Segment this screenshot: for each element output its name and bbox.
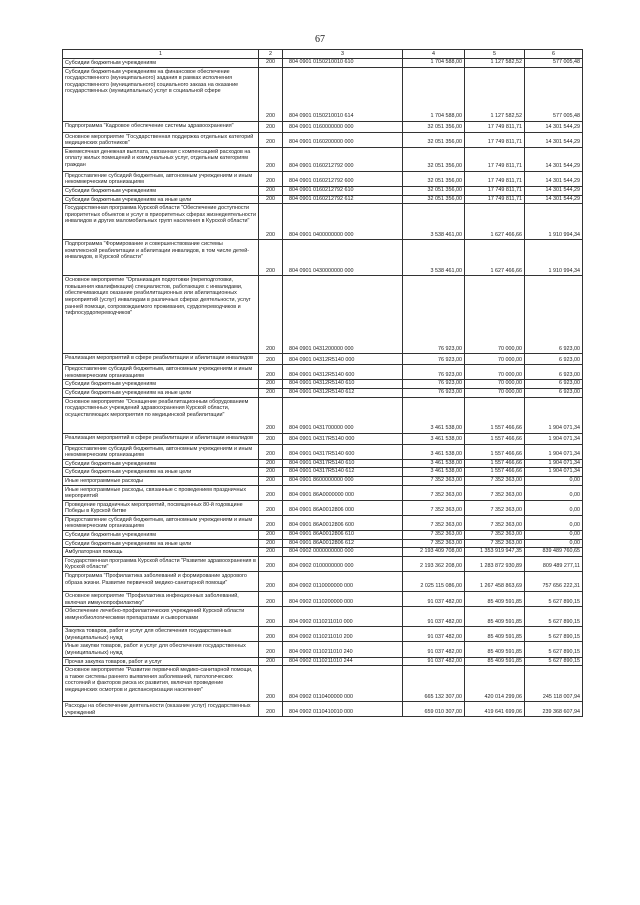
row-value-approved: 3 461 538,00 — [403, 459, 465, 468]
table-row — [63, 592, 583, 607]
row-value-executed: 17 749 811,71 — [465, 121, 525, 132]
table-row — [63, 121, 583, 132]
row-name: Расходы на обеспечение деятельности (оказание услуг) государственных учреждений — [63, 702, 259, 717]
row-value-remaining: 577 005,48 — [525, 59, 583, 68]
row-classification-code: 804 0902 0110211010 240 — [283, 642, 403, 657]
row-classification-code: 804 0901 0431700000 000 — [283, 397, 403, 433]
row-name: Основное мероприятие "Государственная поддержка отдельных категорий медицинских работников" — [63, 132, 259, 147]
row-classification-code: 804 0901 04312R5140 610 — [283, 380, 403, 389]
row-value-remaining: 839 489 760,65 — [525, 548, 583, 557]
row-value-executed: 85 409 591,85 — [465, 627, 525, 642]
row-name: Реализация мероприятий в сфере реабилитации и абилитации инвалидов — [63, 354, 259, 365]
row-value-remaining: 0,00 — [525, 476, 583, 485]
row-value-remaining: 6 923,00 — [525, 388, 583, 397]
row-value-approved: 76 923,00 — [403, 354, 465, 365]
row-value-approved: 2 025 115 086,00 — [403, 572, 465, 592]
row-value-remaining: 809 489 277,11 — [525, 556, 583, 571]
row-value-remaining: 1 904 071,34 — [525, 468, 583, 477]
row-classification-code: 804 0902 0110410010 000 — [283, 702, 403, 717]
table-row — [63, 132, 583, 147]
row-value-executed: 7 352 363,00 — [465, 485, 525, 500]
table-header-row — [63, 50, 583, 59]
row-name: Субсидии бюджетным учреждениям на финансовое обеспечение государственного (муниципального) задания в рамках исполнения государственного (муниципального) социального заказа на оказание государственных (муниципальных) услуг в социальной сфере — [63, 67, 259, 121]
row-ved-code: 200 — [259, 531, 283, 540]
row-value-remaining: 6 923,00 — [525, 380, 583, 389]
row-value-remaining: 14 301 544,29 — [525, 132, 583, 147]
row-value-approved: 7 352 363,00 — [403, 515, 465, 530]
row-ved-code: 200 — [259, 397, 283, 433]
table-row — [63, 67, 583, 121]
row-value-approved: 3 461 538,00 — [403, 433, 465, 444]
row-name: Закупка товаров, работ и услуг для обеспечения государственных (муниципальных) нужд — [63, 627, 259, 642]
row-value-approved: 32 051 356,00 — [403, 132, 465, 147]
table-row — [63, 186, 583, 195]
row-ved-code: 200 — [259, 276, 283, 354]
row-ved-code: 200 — [259, 132, 283, 147]
table-row — [63, 657, 583, 666]
row-classification-code: 804 0902 0000000000 000 — [283, 548, 403, 557]
row-classification-code: 804 0902 0110200000 000 — [283, 592, 403, 607]
row-value-remaining: 5 627 890,15 — [525, 627, 583, 642]
table-row — [63, 666, 583, 702]
row-ved-code: 200 — [259, 572, 283, 592]
row-value-approved: 76 923,00 — [403, 388, 465, 397]
row-value-approved: 1 704 588,00 — [403, 67, 465, 121]
row-classification-code: 804 0901 04312R5140 600 — [283, 365, 403, 380]
row-classification-code: 804 0901 86A0012806 612 — [283, 539, 403, 548]
row-value-approved: 7 352 363,00 — [403, 539, 465, 548]
row-name: Прочая закупка товаров, работ и услуг — [63, 657, 259, 666]
row-classification-code: 804 0901 0160200000 000 — [283, 132, 403, 147]
row-value-remaining: 6 923,00 — [525, 354, 583, 365]
row-value-executed: 70 000,00 — [465, 354, 525, 365]
row-ved-code: 200 — [259, 171, 283, 186]
row-value-remaining: 5 627 890,15 — [525, 607, 583, 627]
row-value-approved: 659 010 307,00 — [403, 702, 465, 717]
row-value-executed: 70 000,00 — [465, 380, 525, 389]
row-name: Субсидии бюджетным учреждениям — [63, 380, 259, 389]
row-ved-code: 200 — [259, 195, 283, 204]
table-row — [63, 204, 583, 240]
row-value-approved: 2 193 362 208,00 — [403, 556, 465, 571]
row-classification-code: 804 0901 0160212792 600 — [283, 171, 403, 186]
row-value-approved: 665 132 307,00 — [403, 666, 465, 702]
row-ved-code: 200 — [259, 500, 283, 515]
row-classification-code: 804 0901 04312R5140 612 — [283, 388, 403, 397]
table-row — [63, 468, 583, 477]
row-value-executed: 85 409 591,85 — [465, 657, 525, 666]
row-name: Субсидии бюджетным учреждениям — [63, 459, 259, 468]
row-classification-code: 804 0901 0150210010 614 — [283, 67, 403, 121]
row-ved-code: 200 — [259, 388, 283, 397]
table-row — [63, 171, 583, 186]
row-value-approved: 91 037 482,00 — [403, 592, 465, 607]
row-ved-code: 200 — [259, 515, 283, 530]
row-value-approved: 91 037 482,00 — [403, 657, 465, 666]
row-value-executed: 85 409 591,85 — [465, 642, 525, 657]
table-row — [63, 433, 583, 444]
row-value-executed: 85 409 591,85 — [465, 607, 525, 627]
row-ved-code: 200 — [259, 365, 283, 380]
row-classification-code: 804 0901 0160000000 000 — [283, 121, 403, 132]
row-value-executed: 70 000,00 — [465, 276, 525, 354]
header-cell-5: 5 — [465, 50, 525, 59]
row-ved-code: 200 — [259, 433, 283, 444]
row-name: Проведение праздничных мероприятий, посвященных 80-й годовщине Победы в Курской битве — [63, 500, 259, 515]
row-value-approved: 2 193 409 708,00 — [403, 548, 465, 557]
table-row — [63, 607, 583, 627]
row-value-approved: 3 461 538,00 — [403, 444, 465, 459]
row-value-remaining: 6 923,00 — [525, 276, 583, 354]
row-value-executed: 1 127 582,52 — [465, 67, 525, 121]
table-row — [63, 380, 583, 389]
row-value-approved: 3 538 461,00 — [403, 240, 465, 276]
row-value-executed: 1 267 458 863,69 — [465, 572, 525, 592]
row-value-approved: 91 037 482,00 — [403, 627, 465, 642]
header-cell-2: 2 — [259, 50, 283, 59]
row-ved-code: 200 — [259, 556, 283, 571]
row-classification-code: 804 0901 0150210010 610 — [283, 59, 403, 68]
row-ved-code: 200 — [259, 204, 283, 240]
table-row — [63, 240, 583, 276]
row-value-remaining: 0,00 — [525, 531, 583, 540]
row-classification-code: 804 0901 86A0012806 000 — [283, 500, 403, 515]
row-ved-code: 200 — [259, 240, 283, 276]
table-row — [63, 548, 583, 557]
row-value-approved: 7 352 363,00 — [403, 485, 465, 500]
row-value-remaining: 577 005,48 — [525, 67, 583, 121]
row-ved-code: 200 — [259, 121, 283, 132]
row-name: Подпрограмма "Профилактика заболеваний и формирование здорового образа жизни. Развитие первичной медико-санитарной помощи" — [63, 572, 259, 592]
row-name: Основное мероприятие "Организация подготовки (переподготовки, повышения квалификации) специалистов, работающих с инвалидами, обеспечивающих оказание реабилитационных или абилитационных мероприятий (услуг) инвалидам в различных сферах деятельности, услуг ранней помощи, сопровождаемого проживания, сурдопереводчиков и тифлосурдопереводчиков" — [63, 276, 259, 354]
row-value-remaining: 1 904 071,34 — [525, 433, 583, 444]
row-name: Субсидии бюджетным учреждениям на иные цели — [63, 468, 259, 477]
row-value-remaining: 14 301 544,29 — [525, 171, 583, 186]
row-classification-code: 804 0901 0160212792 610 — [283, 186, 403, 195]
table-row — [63, 476, 583, 485]
row-value-executed: 7 352 363,00 — [465, 531, 525, 540]
table-row — [63, 556, 583, 571]
row-name: Обеспечение лечебно-профилактических учреждений Курской области иммунобиологическими препаратами и сыворотками — [63, 607, 259, 627]
header-cell-4: 4 — [403, 50, 465, 59]
row-value-approved: 7 352 363,00 — [403, 476, 465, 485]
table-row — [63, 642, 583, 657]
row-value-approved: 32 051 356,00 — [403, 195, 465, 204]
table-row — [63, 500, 583, 515]
table-row — [63, 485, 583, 500]
row-classification-code: 804 0902 0110211010 244 — [283, 657, 403, 666]
table-row — [63, 195, 583, 204]
row-value-executed: 17 749 811,71 — [465, 132, 525, 147]
row-classification-code: 804 0901 0400000000 000 — [283, 204, 403, 240]
row-ved-code: 200 — [259, 485, 283, 500]
row-name: Субсидии бюджетным учреждениям на иные цели — [63, 195, 259, 204]
row-value-approved: 7 352 363,00 — [403, 531, 465, 540]
row-value-executed: 1 353 919 947,35 — [465, 548, 525, 557]
row-classification-code: 804 0902 0110400000 000 — [283, 666, 403, 702]
row-classification-code: 804 0901 0431200000 000 — [283, 276, 403, 354]
row-value-approved: 3 461 538,00 — [403, 468, 465, 477]
row-classification-code: 804 0901 04317R5140 612 — [283, 468, 403, 477]
row-name: Предоставление субсидий бюджетным, автономным учреждениям и иным некоммерческим организациям — [63, 444, 259, 459]
header-cell-3: 3 — [283, 50, 403, 59]
row-classification-code: 804 0901 86A0012806 600 — [283, 515, 403, 530]
row-value-approved: 32 051 356,00 — [403, 147, 465, 171]
row-value-executed: 7 352 363,00 — [465, 476, 525, 485]
row-ved-code: 200 — [259, 592, 283, 607]
table-row — [63, 444, 583, 459]
row-value-executed: 85 409 591,85 — [465, 592, 525, 607]
row-ved-code: 200 — [259, 476, 283, 485]
row-name: Субсидии бюджетным учреждениям на иные цели — [63, 388, 259, 397]
row-ved-code: 200 — [259, 539, 283, 548]
row-value-remaining: 245 118 007,94 — [525, 666, 583, 702]
row-classification-code: 804 0902 0110211010 200 — [283, 627, 403, 642]
header-cell-6: 6 — [525, 50, 583, 59]
row-value-remaining: 5 627 890,15 — [525, 642, 583, 657]
row-value-executed: 1 557 466,66 — [465, 397, 525, 433]
table-row — [63, 459, 583, 468]
row-value-remaining: 14 301 544,29 — [525, 121, 583, 132]
row-value-executed: 1 557 466,66 — [465, 444, 525, 459]
table-row — [63, 539, 583, 548]
row-value-remaining: 5 627 890,15 — [525, 592, 583, 607]
table-row — [63, 147, 583, 171]
row-value-executed: 1 557 466,66 — [465, 433, 525, 444]
row-value-approved: 3 461 538,00 — [403, 397, 465, 433]
table-row — [63, 388, 583, 397]
row-value-executed: 17 749 811,71 — [465, 147, 525, 171]
row-value-executed: 70 000,00 — [465, 388, 525, 397]
row-classification-code: 804 0901 86A0000000 000 — [283, 485, 403, 500]
row-ved-code: 200 — [259, 468, 283, 477]
row-value-remaining: 1 910 994,34 — [525, 240, 583, 276]
row-value-approved: 76 923,00 — [403, 276, 465, 354]
row-ved-code: 200 — [259, 459, 283, 468]
row-value-executed: 1 127 582,52 — [465, 59, 525, 68]
row-ved-code: 200 — [259, 627, 283, 642]
header-cell-1: 1 — [63, 50, 259, 59]
row-value-approved: 32 051 356,00 — [403, 186, 465, 195]
table-row — [63, 276, 583, 354]
row-classification-code: 804 0902 0100000000 000 — [283, 556, 403, 571]
row-classification-code: 804 0901 04317R5140 610 — [283, 459, 403, 468]
row-value-approved: 1 704 588,00 — [403, 59, 465, 68]
row-value-executed: 420 014 299,06 — [465, 666, 525, 702]
row-name: Иные непрограммные расходы, связанные с проведением праздничных мероприятий — [63, 485, 259, 500]
row-value-remaining: 14 301 544,29 — [525, 147, 583, 171]
row-name: Государственная программа Курской области "Обеспечение доступности приоритетных объектов и услуг в приоритетных сферах жизнедеятельности инвалидов и других маломобильных групп населения в Курской области" — [63, 204, 259, 240]
row-value-approved: 76 923,00 — [403, 380, 465, 389]
row-name: Субсидии бюджетным учреждениям — [63, 186, 259, 195]
row-name: Подпрограмма "Формирование и совершенствование системы комплексной реабилитации и абилитации инвалидов, в том числе детей-инвалидов, в Курской области" — [63, 240, 259, 276]
row-name: Подпрограмма "Кадровое обеспечение системы здравоохранения" — [63, 121, 259, 132]
row-name: Иные закупки товаров, работ и услуг для обеспечения государственных (муниципальных) нужд — [63, 642, 259, 657]
row-value-executed: 1 627 466,66 — [465, 204, 525, 240]
row-ved-code: 200 — [259, 666, 283, 702]
table-row — [63, 702, 583, 717]
row-value-remaining: 0,00 — [525, 539, 583, 548]
row-name: Основное мероприятие "Профилактика инфекционных заболеваний, включая иммунопрофилактику" — [63, 592, 259, 607]
row-name: Иные непрограммные расходы — [63, 476, 259, 485]
row-value-remaining: 1 910 994,34 — [525, 204, 583, 240]
row-value-remaining: 1 904 071,34 — [525, 459, 583, 468]
row-value-executed: 70 000,00 — [465, 365, 525, 380]
row-ved-code: 200 — [259, 657, 283, 666]
table-row — [63, 572, 583, 592]
row-ved-code: 200 — [259, 607, 283, 627]
row-classification-code: 804 0901 04317R5140 000 — [283, 433, 403, 444]
row-value-approved: 7 352 363,00 — [403, 500, 465, 515]
row-ved-code: 200 — [259, 380, 283, 389]
row-name: Субсидии бюджетным учреждениям — [63, 59, 259, 68]
row-value-remaining: 757 656 222,31 — [525, 572, 583, 592]
row-value-remaining: 14 301 544,29 — [525, 195, 583, 204]
row-name: Предоставление субсидий бюджетным, автономным учреждениям и иным некоммерческим организациям — [63, 515, 259, 530]
row-name: Ежемесячная денежная выплата, связанная с компенсацией расходов на оплату жилых помещений и коммунальных услуг, отдельным категориям граждан — [63, 147, 259, 171]
row-ved-code: 200 — [259, 354, 283, 365]
row-value-remaining: 0,00 — [525, 485, 583, 500]
row-name: Государственная программа Курской области "Развитие здравоохранения в Курской области" — [63, 556, 259, 571]
row-ved-code: 200 — [259, 67, 283, 121]
row-ved-code: 200 — [259, 702, 283, 717]
row-ved-code: 200 — [259, 642, 283, 657]
row-value-remaining: 5 627 890,15 — [525, 657, 583, 666]
page-number: 67 — [315, 34, 325, 45]
table-row — [63, 365, 583, 380]
row-name: Основное мероприятие "Оснащение реабилитационным оборудованием государственных учреждений здравоохранения Курской области, осуществляющих мероприятия по медицинской реабилитации" — [63, 397, 259, 433]
table-row — [63, 515, 583, 530]
row-value-remaining: 14 301 544,29 — [525, 186, 583, 195]
table-row — [63, 531, 583, 540]
table-row — [63, 59, 583, 68]
row-classification-code: 804 0901 8600000000 000 — [283, 476, 403, 485]
table-row — [63, 627, 583, 642]
row-name: Амбулаторная помощь — [63, 548, 259, 557]
row-value-remaining: 0,00 — [525, 515, 583, 530]
row-value-executed: 17 749 811,71 — [465, 186, 525, 195]
row-value-remaining: 0,00 — [525, 500, 583, 515]
row-value-remaining: 239 368 607,94 — [525, 702, 583, 717]
row-ved-code: 200 — [259, 59, 283, 68]
row-classification-code: 804 0901 0430000000 000 — [283, 240, 403, 276]
row-value-executed: 1 557 466,66 — [465, 468, 525, 477]
row-classification-code: 804 0901 86A0012806 610 — [283, 531, 403, 540]
row-ved-code: 200 — [259, 147, 283, 171]
row-value-executed: 17 749 811,71 — [465, 171, 525, 186]
row-value-executed: 17 749 811,71 — [465, 195, 525, 204]
row-classification-code: 804 0901 0160212792 612 — [283, 195, 403, 204]
row-value-remaining: 1 904 071,34 — [525, 397, 583, 433]
row-value-remaining: 6 923,00 — [525, 365, 583, 380]
row-name: Предоставление субсидий бюджетным, автономным учреждениям и иным некоммерческим организациям — [63, 171, 259, 186]
row-value-approved: 32 051 356,00 — [403, 121, 465, 132]
row-value-executed: 419 641 699,06 — [465, 702, 525, 717]
row-name: Субсидии бюджетным учреждениям — [63, 531, 259, 540]
budget-table — [62, 49, 583, 717]
row-name: Субсидии бюджетным учреждениям на иные цели — [63, 539, 259, 548]
row-classification-code: 804 0901 04317R5140 600 — [283, 444, 403, 459]
row-classification-code: 804 0901 0160212792 000 — [283, 147, 403, 171]
row-value-executed: 7 352 363,00 — [465, 539, 525, 548]
row-value-approved: 91 037 482,00 — [403, 642, 465, 657]
row-name: Предоставление субсидий бюджетным, автономным учреждениям и иным некоммерческим организациям — [63, 365, 259, 380]
row-value-approved: 3 538 461,00 — [403, 204, 465, 240]
row-ved-code: 200 — [259, 444, 283, 459]
row-classification-code: 804 0902 0110211010 000 — [283, 607, 403, 627]
table-row — [63, 397, 583, 433]
row-ved-code: 200 — [259, 548, 283, 557]
row-name: Основное мероприятие "Развитие первичной медико-санитарной помощи, а также системы раннего выявления заболеваний, патологических состояний и факторов риска их развития, включая проведение медицинских осмотров и диспансеризации населения" — [63, 666, 259, 702]
row-ved-code: 200 — [259, 186, 283, 195]
row-value-approved: 91 037 482,00 — [403, 607, 465, 627]
row-classification-code: 804 0901 04312R5140 000 — [283, 354, 403, 365]
row-value-executed: 1 283 872 930,89 — [465, 556, 525, 571]
row-name: Реализация мероприятий в сфере реабилитации и абилитации инвалидов — [63, 433, 259, 444]
row-value-remaining: 1 904 071,34 — [525, 444, 583, 459]
row-classification-code: 804 0902 0110000000 000 — [283, 572, 403, 592]
row-value-executed: 7 352 363,00 — [465, 500, 525, 515]
row-value-approved: 32 051 356,00 — [403, 171, 465, 186]
row-value-approved: 76 923,00 — [403, 365, 465, 380]
row-value-executed: 7 352 363,00 — [465, 515, 525, 530]
row-value-executed: 1 557 466,66 — [465, 459, 525, 468]
table-row — [63, 354, 583, 365]
row-value-executed: 1 627 466,66 — [465, 240, 525, 276]
